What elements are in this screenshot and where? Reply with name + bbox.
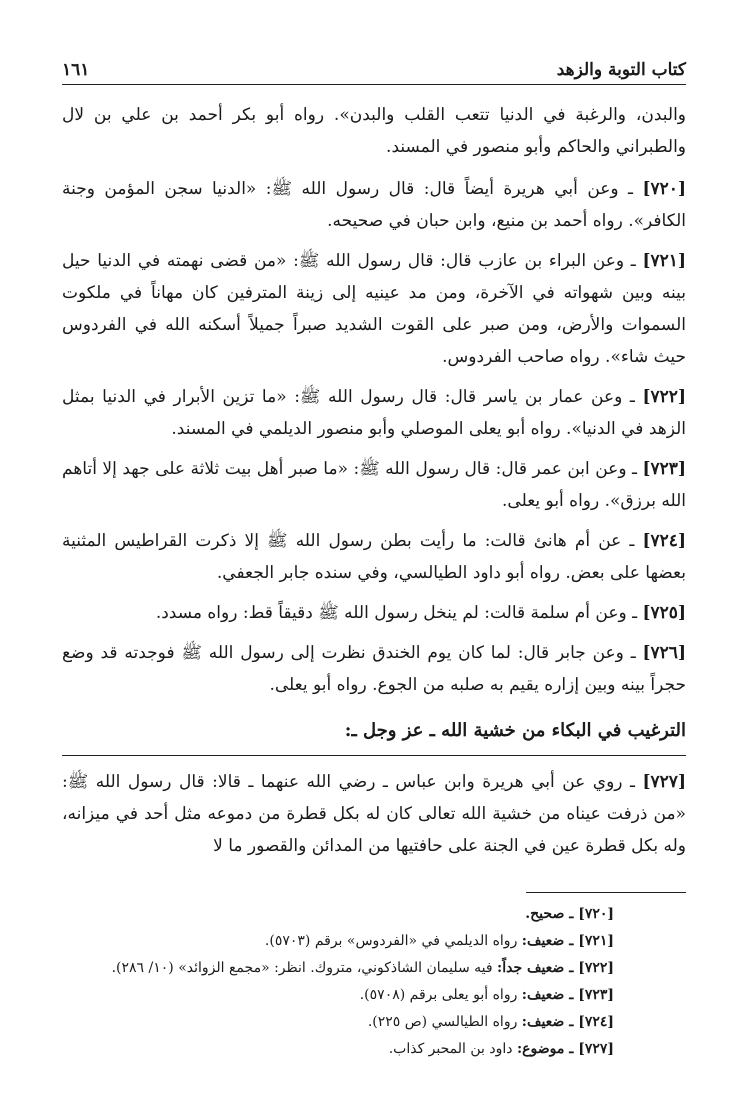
hadith-725 [62,597,686,629]
hadith-723 [62,453,686,517]
footnote-divider [526,892,686,893]
page-number: ١٦١ [62,60,90,80]
paragraph-text: ـ وعن جابر قال: لما كان يوم الخندق نظرت إلى رسول الله ﷺ فوجدته قد وضع حجراً بينه وبين إزاره يقيم به صلبه من الجوع. رواه أبو يعلى. [62,643,686,695]
paragraph-text: ـ وعن أم سلمة قالت: لم ينخل رسول الله ﷺ دقيقاً قط: رواه مسدد. [155,603,643,623]
footnote-grade: ـ ضعيف جداً: [497,960,579,976]
footnote-number: [٧٢٢] [578,960,614,976]
footnote-grade: ـ موضوع: [516,1041,579,1057]
footnote-number: [٧٢٣] [578,987,614,1003]
footnote-grade: ـ ضعيف: [521,933,579,949]
hadith-number: [٧٢٠] [642,179,686,199]
paragraph-continued [62,99,686,163]
footnote-723 [62,982,614,1009]
footnote-721 [62,928,614,955]
paragraph-text: ـ عن أم هانئ قالت: ما رأيت بطن رسول الله ﷺ إلا ذكرت القراطيس المثنية بعضها على بعض. رواه أبو داود الطيالسي، وفي سنده جابر الجعفي. [62,531,686,583]
hadith-721 [62,245,686,373]
footnote-number: [٧٢٠] [578,906,614,922]
hadith-720 [62,173,686,237]
hadith-number: [٧٢٤] [642,531,686,551]
book-title: كتاب التوبة والزهد [556,60,686,80]
footnote-grade: ـ ضعيف: [521,1014,579,1030]
footnote-text: رواه أبو يعلى برقم (٥٧٠٨). [359,987,522,1003]
footnote-number: [٧٢٤] [578,1014,614,1030]
hadith-726 [62,637,686,701]
footnote-number: [٧٢١] [578,933,614,949]
hadith-number: [٧٢٦] [642,643,686,663]
footnote-text: رواه الطيالسي (ص ٢٢٥). [367,1014,522,1030]
paragraph-text: ـ وعن أبي هريرة أيضاً قال: قال رسول الله ﷺ: «الدنيا سجن المؤمن وجنة الكافر». رواه أحمد بن منيع، وابن حبان في صحيحه. [62,179,686,231]
footnote-text: فيه سليمان الشاذكوني، متروك. انظر: «مجمع الزوائد» (١٠/ ٢٨٦). [111,960,498,976]
hadith-number: [٧٢٥] [642,603,686,623]
main-text [62,99,686,862]
footnote-number: [٧٢٧] [578,1041,614,1057]
footnotes [62,901,686,1063]
footnote-724 [62,1009,614,1036]
hadith-722 [62,381,686,445]
paragraph-text: والبدن، والرغبة في الدنيا تتعب القلب والبدن». رواه أبو بكر أحمد بن علي بن لال والطبراني والحاكم وأبو منصور في المسند. [62,105,686,157]
hadith-number: [٧٢٧] [642,772,686,792]
hadith-727 [62,766,686,862]
footnote-727 [62,1036,614,1063]
book-page [62,60,686,1063]
hadith-number: [٧٢٣] [642,459,686,479]
hadith-number: [٧٢٢] [642,387,686,407]
paragraph-text: ـ وعن عمار بن ياسر قال: قال رسول الله ﷺ: «ما تزين الأبرار في الدنيا بمثل الزهد في الدنيا». رواه أبو يعلى الموصلي وأبو منصور الديلمي في المسند. [62,387,686,439]
footnote-722 [62,955,614,982]
footnote-grade: ـ صحيح. [525,906,579,922]
paragraph-text: ـ وعن ابن عمر قال: قال رسول الله ﷺ: «ما صبر أهل بيت ثلاثة على جهد إلا أتاهم الله برزق». رواه أبو يعلى. [62,459,686,511]
section-heading: الترغيب في البكاء من خشية الله ـ عز وجل ـ: [62,715,686,756]
footnote-grade: ـ ضعيف: [521,987,579,1003]
footnote-text: داود بن المحبر كذاب. [388,1041,517,1057]
paragraph-text: ـ وعن البراء بن عازب قال: قال رسول الله ﷺ: «من قضى نهمته في الدنيا حيل بينه وبين شهواته في الآخرة، ومن مد عينيه إلى زينة المترفين كان مهاناً في ملكوت السموات والأرض، ومن صبر على القوت الشديد صبراً جميلاً أسكنه الله في الفردوس حيث شاء». رواه صاحب الفردوس. [62,251,686,367]
footnote-720 [62,901,614,928]
footnote-text: رواه الديلمي في «الفردوس» برقم (٥٧٠٣). [264,933,522,949]
paragraph-text: ـ روي عن أبي هريرة وابن عباس ـ رضي الله عنهما ـ قالا: قال رسول الله ﷺ: «من ذرفت عيناه من خشية الله تعالى كان له بكل قطرة من دموعه مثل أحد في ميزانه، وله بكل قطرة عين في الجنة على حافتيها من المدائن والقصور ما لا [62,772,686,856]
hadith-number: [٧٢١] [642,251,686,271]
running-header [62,60,686,85]
hadith-724 [62,525,686,589]
